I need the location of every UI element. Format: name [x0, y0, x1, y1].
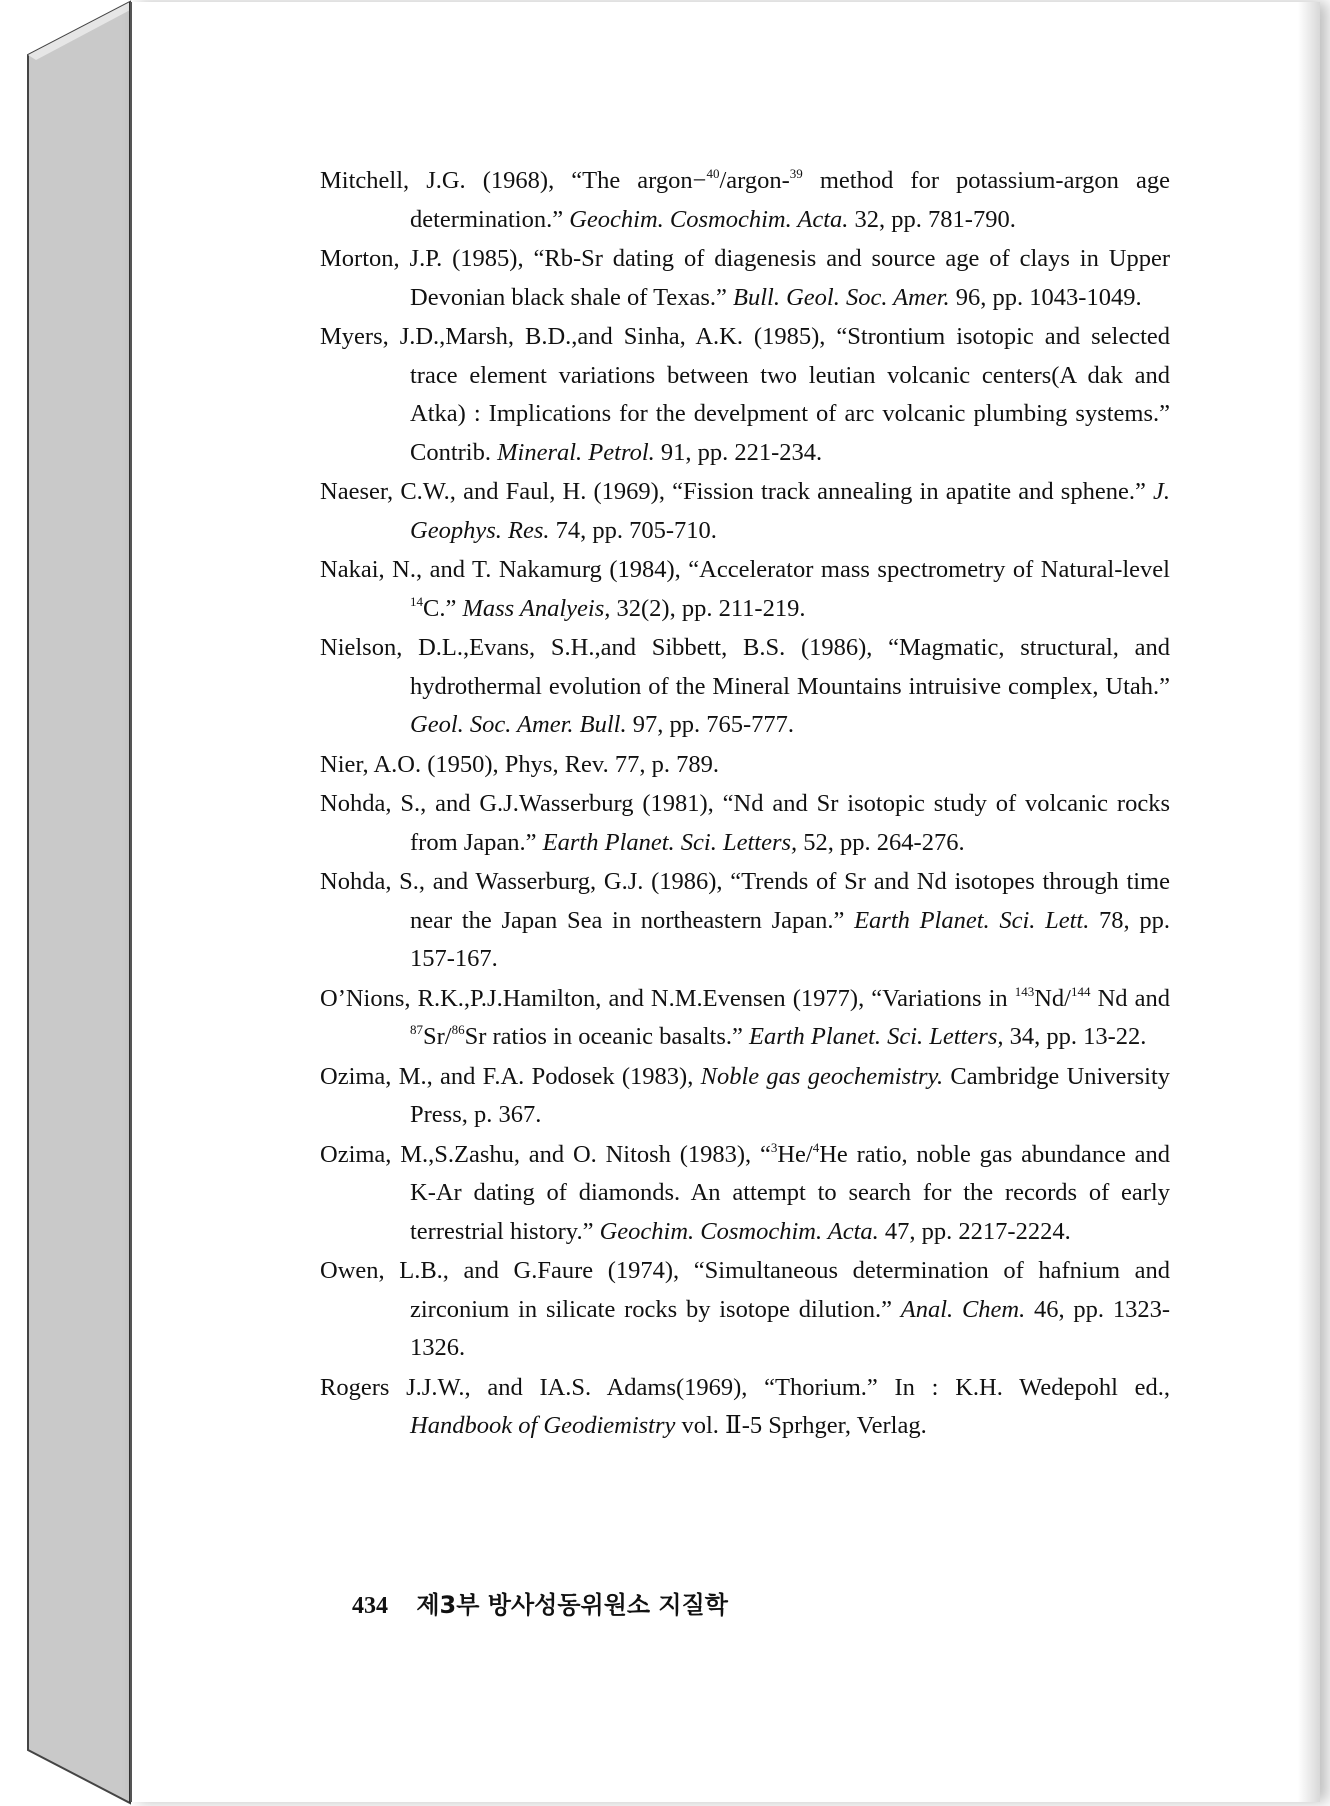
reference-entry-morton: [320, 240, 1170, 317]
journal-title: J. Geophys. Res.: [410, 478, 1170, 544]
reference-text: 32, pp. 781-790.: [848, 205, 1016, 233]
journal-title: Earth Planet. Sci. Letters,: [542, 828, 798, 856]
journal-title: Noble gas geochemistry.: [700, 1062, 944, 1090]
reference-text: Nohda, S., and G.J.Wasserburg (1981), “Nd and Sr isotopic study of volcanic rocks from Japan.”: [320, 790, 1170, 856]
reference-text: Nier, A.O. (1950), Phys, Rev. 77, p. 789.: [320, 750, 719, 778]
reference-text: Myers, J.D.,Marsh, B.D.,and Sinha, A.K. (1985), “Strontium isotopic and selected trace element variations between two leutian volcanic centers(A dak and Atka) : Implications for the develpment of arc volcanic plumbing systems.” Contrib.: [320, 323, 1170, 466]
reference-entry-onions: [320, 980, 1170, 1057]
reference-text: 34, pp. 13-22.: [1003, 1023, 1147, 1050]
reference-text: Naeser, C.W., and Faul, H. (1969), “Fission track annealing in apatite and sphene.”: [320, 478, 1153, 505]
reference-text: vol. Ⅱ-5 Sprhger, Verlag.: [675, 1412, 927, 1439]
reference-text: Nohda, S., and Wasserburg, G.J. (1986), “Trends of Sr and Nd isotopes through time near the Japan Sea in northeastern Japan.”: [320, 868, 1170, 934]
reference-text: 97, pp. 765-777.: [626, 711, 795, 738]
reference-text: Nd and: [1090, 984, 1170, 1012]
reference-text: Sr ratios in oceanic basalts.”: [464, 1023, 749, 1050]
journal-title: Handbook of Geodiemistry: [410, 1412, 676, 1439]
reference-text: 91, pp. 221-234.: [654, 438, 823, 466]
reference-text: Owen, L.B., and G.Faure (1974), “Simultaneous determination of hafnium and zirconium in silicate rocks by isotope dilution.”: [320, 1257, 1170, 1323]
reference-text: 52, pp. 264-276.: [797, 828, 965, 856]
superscript: 143: [1014, 983, 1035, 999]
superscript: 144: [1070, 983, 1091, 999]
reference-text: Nakai, N., and T. Nakamurg (1984), “Accelerator mass spectrometry of Natural-level: [320, 556, 1170, 583]
reference-text: method for potassium-argon age determination.”: [410, 167, 1170, 233]
reference-entry-nielson: [320, 629, 1170, 745]
reference-text: /argon-: [719, 167, 790, 194]
journal-title: Earth Planet. Sci. Lett.: [854, 906, 1090, 934]
reference-entry-ozima2: [320, 1136, 1170, 1252]
journal-title: Geochim. Cosmochim. Acta.: [599, 1217, 879, 1245]
reference-entry-owen: [320, 1252, 1170, 1368]
reference-entry-naeser: [320, 473, 1170, 550]
reference-text: Nd/: [1034, 984, 1071, 1012]
reference-text: C.”: [423, 594, 463, 622]
page-footer: [352, 1585, 728, 1620]
page-edge-shadow: [1298, 2, 1320, 1802]
reference-entry-nohda1: [320, 785, 1170, 862]
reference-text: Nielson, D.L.,Evans, S.H.,and Sibbett, B.S. (1986), “Magmatic, structural, and hydrothermal evolution of the Mineral Mountains intruisive complex, Utah.”: [320, 634, 1170, 700]
journal-title: Bull. Geol. Soc. Amer.: [733, 283, 950, 311]
journal-title: Geochim. Cosmochim. Acta.: [569, 205, 849, 233]
superscript: 3: [770, 1139, 778, 1155]
reference-text: Sr/: [423, 1023, 452, 1050]
reference-text: 78, pp. 157-167.: [410, 906, 1170, 972]
reference-entry-myers: [320, 318, 1170, 472]
reference-text: Morton, J.P. (1985), “Rb-Sr dating of diagenesis and source age of clays in Upper Devonian black shale of Texas.”: [320, 245, 1170, 311]
journal-title: Mass Analyeis,: [462, 594, 611, 622]
reference-text: Ozima, M.,S.Zashu, and O. Nitosh (1983), “: [320, 1140, 771, 1168]
chapter-title: 제3부 방사성동위원소 지질학: [416, 1591, 728, 1619]
journal-title: Earth Planet. Sci. Letters,: [748, 1023, 1004, 1050]
journal-title: Geol. Soc. Amer. Bull.: [410, 711, 627, 738]
reference-text: 47, pp. 2217-2224.: [878, 1217, 1071, 1245]
reference-text: He ratio, noble gas abundance and K-Ar dating of diamonds. An attempt to search for the records of early terrestrial history.”: [410, 1140, 1170, 1245]
reference-text: 96, pp. 1043-1049.: [949, 283, 1142, 311]
journal-title: Anal. Chem.: [900, 1295, 1026, 1323]
reference-entry-nohda2: [320, 863, 1170, 979]
superscript: 87: [410, 1022, 423, 1037]
reference-text: Rogers J.J.W., and IA.S. Adams(1969), “Thorium.” In : K.H. Wedepohl ed.,: [320, 1373, 1170, 1401]
superscript: 14: [410, 593, 423, 609]
journal-title: Mineral. Petrol.: [497, 438, 655, 466]
reference-text: He/: [777, 1140, 813, 1168]
reference-text: Mitchell, J.G. (1968), “The argon−: [320, 167, 707, 194]
superscript: 40: [706, 166, 720, 181]
reference-text: O’Nions, R.K.,P.J.Hamilton, and N.M.Evensen (1977), “Variations in: [320, 984, 1015, 1012]
superscript: 86: [451, 1022, 465, 1037]
reference-text: 74, pp. 705-710.: [549, 516, 717, 544]
reference-list: [320, 162, 1170, 1447]
reference-text: Cambridge University Press, p. 367.: [410, 1062, 1170, 1128]
reference-entry-ozima1: [320, 1058, 1170, 1135]
reference-entry-mitchell: [320, 162, 1170, 239]
reference-text: 46, pp. 1323-1326.: [410, 1295, 1170, 1361]
reference-entry-nier: [320, 746, 1170, 785]
reference-text: 32(2), pp. 211-219.: [610, 594, 806, 622]
reference-entry-rogers: [320, 1369, 1170, 1446]
reference-text: Ozima, M., and F.A. Podosek (1983),: [320, 1062, 701, 1090]
page-number: 434: [352, 1593, 388, 1619]
superscript: 4: [812, 1139, 820, 1155]
superscript: 39: [789, 166, 803, 181]
reference-entry-nakai: [320, 551, 1170, 628]
